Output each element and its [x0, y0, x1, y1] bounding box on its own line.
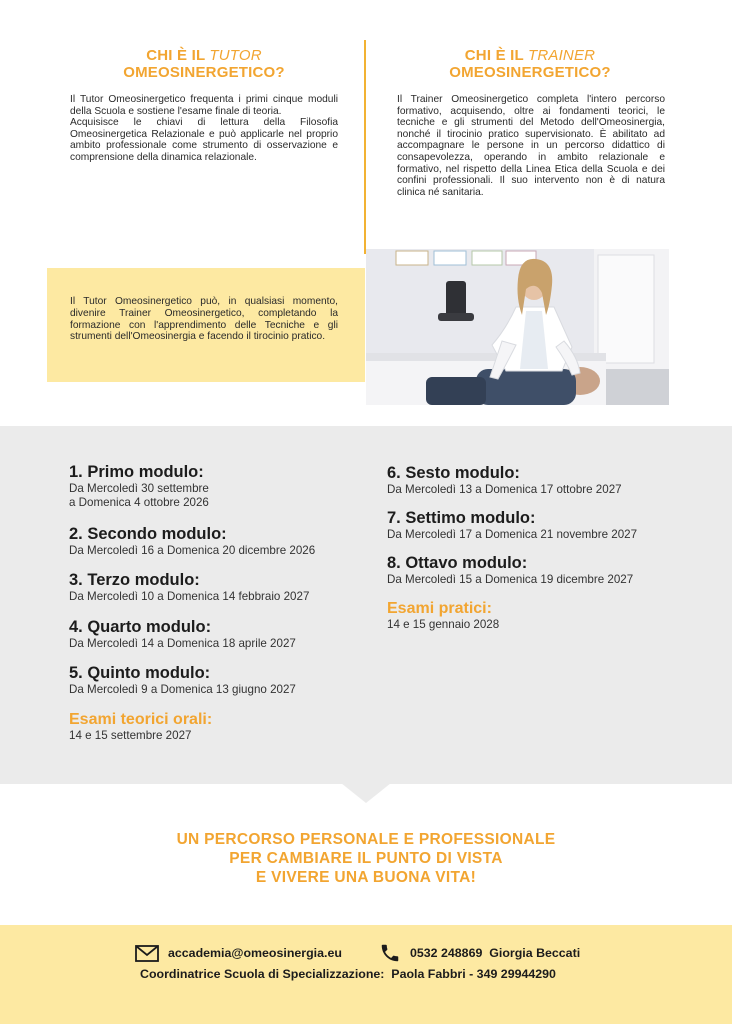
module-6-date: Da Mercoledì 13 a Domenica 17 ottobre 2027 [387, 483, 622, 496]
module-3-title: 3. Terzo modulo: [69, 571, 200, 589]
practical-exam-title: Esami pratici: [387, 600, 492, 617]
module-7-title: 7. Settimo modulo: [387, 509, 536, 527]
theory-exam-date: 14 e 15 settembre 2027 [69, 729, 192, 742]
contact-phone-person: Giorgia Beccati [489, 946, 581, 960]
module-8-date: Da Mercoledì 15 a Domenica 19 dicembre 2027 [387, 573, 634, 586]
column-divider [364, 40, 366, 254]
module-3 [69, 571, 309, 604]
module-7 [387, 509, 637, 542]
upgrade-text: Il Tutor Omeosinergetico può, in qualsiasi momento, divenire Trainer Omeosinergetico, completando la formazione con l'apprendimento delle Tecniche e gli strumenti dell'Omeosinergia e facendo il tirocinio pratico. [70, 296, 338, 343]
module-1-title: 1. Primo modulo: [69, 463, 204, 481]
tagline-line-1: UN PERCORSO PERSONALE E PROFESSIONALE [176, 831, 556, 848]
tutor-paragraph-1: Il Tutor Omeosinergetico frequenta i primi cinque moduli della Scuola e sostiene l'esame finale di teoria. [70, 94, 338, 117]
contact-phone-number[interactable]: 0532 248869 [410, 946, 483, 960]
module-8 [387, 554, 633, 587]
schedule-pointer [341, 783, 391, 803]
module-4-date: Da Mercoledì 14 a Domenica 18 aprile 2027 [69, 637, 296, 650]
theory-exam [69, 710, 212, 743]
trainer-description [397, 94, 665, 198]
module-2-title: 2. Secondo modulo: [69, 525, 227, 543]
tutor-title [70, 47, 338, 81]
module-1-date-2: a Domenica 4 ottobre 2026 [69, 496, 209, 509]
tutor-title-plain: CHI È IL [146, 47, 210, 64]
module-7-date: Da Mercoledì 17 a Domenica 21 novembre 2027 [387, 528, 638, 541]
practical-exam-date: 14 e 15 gennaio 2028 [387, 618, 500, 631]
tagline [0, 830, 732, 887]
tutor-title-line2: OMEOSINERGETICO? [123, 64, 285, 81]
trainer-title-italic: TRAINER [527, 47, 596, 64]
module-2 [69, 525, 315, 558]
contact-email[interactable]: accademia@omeosinergia.eu [168, 946, 342, 960]
tutor-paragraph-2: Acquisisce le chiavi di lettura della Filosofia Omeosinergetica Relazionale e può applicarle nel proprio ambito professionale come strumento di osservazione e comprensione della dinamica relazionale. [70, 117, 338, 163]
module-8-title: 8. Ottavo modulo: [387, 554, 528, 572]
theory-exam-title: Esami teorici orali: [69, 711, 213, 728]
module-5-date: Da Mercoledì 9 a Domenica 13 giugno 2027 [69, 683, 296, 696]
session-photo [366, 249, 669, 405]
contact-phone[interactable] [410, 944, 580, 962]
module-4-title: 4. Quarto modulo: [69, 618, 212, 636]
trainer-paragraph: Il Trainer Omeosinergetico completa l'intero percorso formativo, acquisendo, oltre ai fondamenti teorici, le tecniche e gli strumenti del Metodo dell'Omeosinergia, nonché il tirocinio pratico supervisionato. È abilitato ad accompagnare le persone in un percorso didattico di consapevolezza, operando in ambito relazionale e formativo, nel rispetto della Linea Etica della Scuola e dei confini professionali. Il suo intervento non è di natura clinica né sanitaria. [397, 94, 665, 198]
practical-exam [387, 599, 499, 632]
module-5 [69, 664, 296, 697]
trainer-title-line2: OMEOSINERGETICO? [449, 64, 611, 81]
module-2-date: Da Mercoledì 16 a Domenica 20 dicembre 2026 [69, 544, 316, 557]
tutor-title-italic: TUTOR [209, 47, 262, 64]
trainer-title [394, 47, 666, 81]
phone-icon [379, 942, 401, 964]
envelope-icon [135, 945, 159, 962]
tagline-line-2: PER CAMBIARE IL PUNTO DI VISTA [229, 850, 503, 867]
module-6-title: 6. Sesto modulo: [387, 464, 520, 482]
module-4 [69, 618, 296, 651]
tagline-line-3: E VIVERE UNA BUONA VITA! [255, 869, 477, 886]
module-3-date: Da Mercoledì 10 a Domenica 14 febbraio 2027 [69, 590, 310, 603]
module-6 [387, 464, 622, 497]
module-5-title: 5. Quinto modulo: [69, 664, 211, 682]
upgrade-box-pointer [364, 268, 365, 382]
module-1 [69, 463, 209, 510]
trainer-title-plain: CHI È IL [464, 47, 528, 64]
tutor-description [70, 94, 338, 164]
session-photo-illustration [366, 249, 669, 405]
module-1-date: Da Mercoledì 30 settembre [69, 482, 209, 495]
coordinator-info: Coordinatrice Scuola di Specializzazione: Paola Fabbri - 349 29944290 [140, 967, 556, 981]
